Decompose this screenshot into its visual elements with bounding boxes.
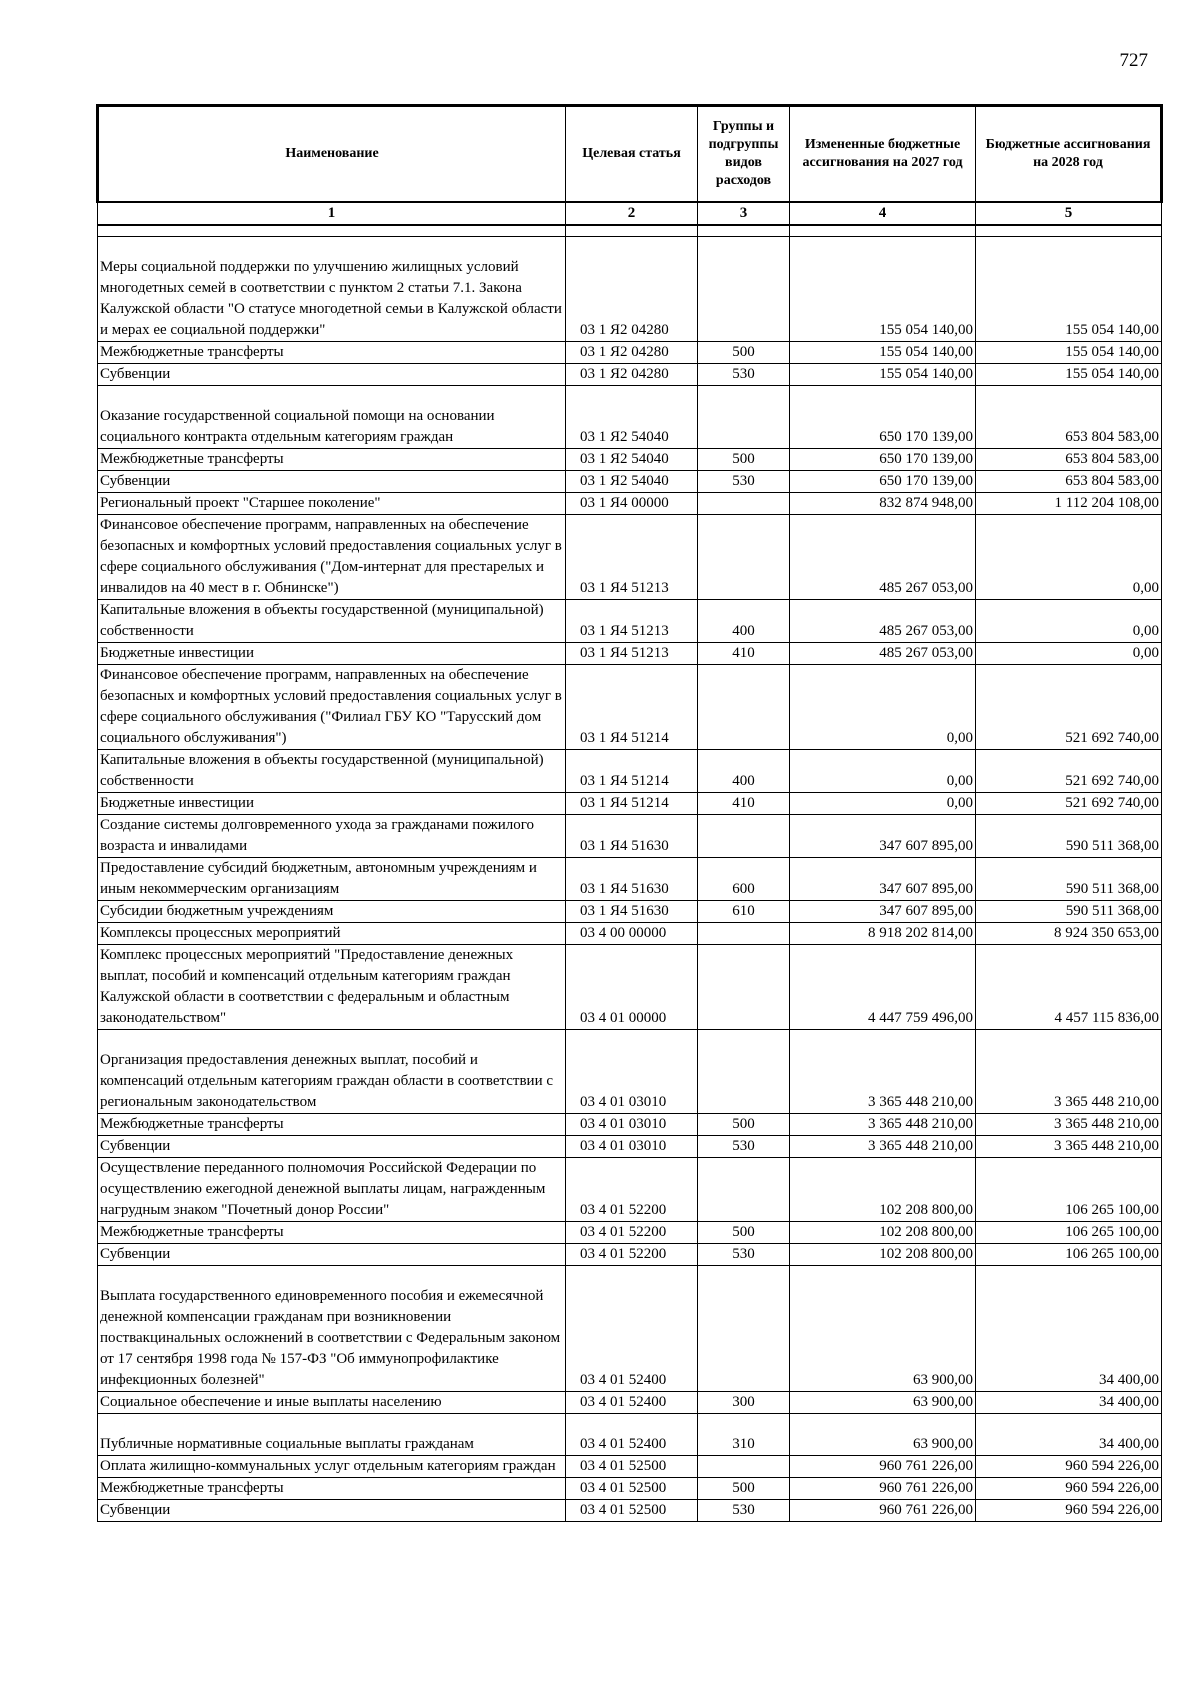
column-number: 3: [698, 202, 790, 225]
row-amount-2027: 102 208 800,00: [790, 1222, 976, 1244]
spacer-row: [98, 225, 1162, 237]
table-row: [98, 923, 1162, 945]
row-amount-2028: 653 804 583,00: [976, 386, 1162, 449]
header-name: Наименование: [98, 106, 566, 203]
row-expense-group: 610: [698, 901, 790, 923]
spacer-cell: [98, 225, 566, 237]
row-amount-2028: 590 511 368,00: [976, 858, 1162, 901]
table-row: [98, 1414, 1162, 1456]
row-amount-2027: 3 365 448 210,00: [790, 1114, 976, 1136]
row-target-article: 03 1 Я4 51630: [566, 901, 698, 923]
table-row: [98, 1114, 1162, 1136]
table-row: [98, 1030, 1162, 1114]
row-amount-2027: 960 761 226,00: [790, 1500, 976, 1522]
spacer-cell: [976, 225, 1162, 237]
row-amount-2027: 960 761 226,00: [790, 1456, 976, 1478]
row-name: Осуществление переданного полномочия Российской Федерации по осуществлению ежегодной денежной выплаты лицам, награжденным нагрудным знаком "Почетный донор России": [98, 1158, 566, 1222]
table-row: [98, 1478, 1162, 1500]
table-row: [98, 515, 1162, 600]
row-amount-2027: 63 900,00: [790, 1266, 976, 1392]
table-row: [98, 665, 1162, 750]
row-amount-2028: 3 365 448 210,00: [976, 1114, 1162, 1136]
table-row: [98, 1392, 1162, 1414]
row-amount-2028: 3 365 448 210,00: [976, 1030, 1162, 1114]
row-amount-2027: 650 170 139,00: [790, 386, 976, 449]
row-amount-2027: 0,00: [790, 665, 976, 750]
row-amount-2028: 653 804 583,00: [976, 449, 1162, 471]
row-name: Капитальные вложения в объекты государственной (муниципальной) собственности: [98, 600, 566, 643]
table-row: [98, 945, 1162, 1030]
row-target-article: 03 1 Я2 04280: [566, 342, 698, 364]
row-target-article: 03 1 Я4 51214: [566, 750, 698, 793]
row-name: Субвенции: [98, 364, 566, 386]
row-expense-group: [698, 1266, 790, 1392]
row-target-article: 03 1 Я4 51630: [566, 815, 698, 858]
row-amount-2027: 0,00: [790, 793, 976, 815]
row-name: Капитальные вложения в объекты государственной (муниципальной) собственности: [98, 750, 566, 793]
table-row: [98, 1456, 1162, 1478]
row-target-article: 03 4 01 52500: [566, 1478, 698, 1500]
row-expense-group: 310: [698, 1414, 790, 1456]
row-expense-group: 500: [698, 449, 790, 471]
row-amount-2027: 485 267 053,00: [790, 643, 976, 665]
row-amount-2028: 0,00: [976, 600, 1162, 643]
row-amount-2028: 3 365 448 210,00: [976, 1136, 1162, 1158]
table-row: [98, 1222, 1162, 1244]
row-expense-group: 530: [698, 471, 790, 493]
table-row: [98, 1244, 1162, 1266]
table-row: [98, 600, 1162, 643]
table-header-row: [98, 106, 1162, 203]
row-name: Межбюджетные трансферты: [98, 1478, 566, 1500]
row-amount-2028: 34 400,00: [976, 1392, 1162, 1414]
row-name: Публичные нормативные социальные выплаты гражданам: [98, 1414, 566, 1456]
row-target-article: 03 1 Я4 00000: [566, 493, 698, 515]
row-name: Межбюджетные трансферты: [98, 342, 566, 364]
row-amount-2027: 63 900,00: [790, 1414, 976, 1456]
row-expense-group: 530: [698, 364, 790, 386]
row-amount-2028: 521 692 740,00: [976, 793, 1162, 815]
row-expense-group: [698, 515, 790, 600]
table-row: [98, 1158, 1162, 1222]
row-expense-group: 600: [698, 858, 790, 901]
page-number: 727: [1119, 50, 1148, 71]
row-name: Бюджетные инвестиции: [98, 793, 566, 815]
row-expense-group: 500: [698, 1222, 790, 1244]
row-amount-2027: 0,00: [790, 750, 976, 793]
row-target-article: 03 1 Я2 54040: [566, 471, 698, 493]
row-expense-group: [698, 945, 790, 1030]
row-amount-2027: 102 208 800,00: [790, 1158, 976, 1222]
row-amount-2028: 521 692 740,00: [976, 750, 1162, 793]
column-number-row: [98, 202, 1162, 225]
table-row: [98, 386, 1162, 449]
row-amount-2027: 650 170 139,00: [790, 449, 976, 471]
budget-table-container: [96, 104, 1160, 1522]
row-target-article: 03 4 01 00000: [566, 945, 698, 1030]
column-number: 5: [976, 202, 1162, 225]
row-name: Финансовое обеспечение программ, направленных на обеспечение безопасных и комфортных условий предоставления социальных услуг в сфере социального обслуживания ("Филиал ГБУ КО "Тарусский дом социального обслуживания"): [98, 665, 566, 750]
table-row: [98, 901, 1162, 923]
row-amount-2027: 485 267 053,00: [790, 515, 976, 600]
row-target-article: 03 4 01 52200: [566, 1244, 698, 1266]
table-row: [98, 858, 1162, 901]
row-expense-group: [698, 1030, 790, 1114]
row-expense-group: 410: [698, 793, 790, 815]
row-name: Организация предоставления денежных выплат, пособий и компенсаций отдельным категориям граждан области в соответствии с региональным законодательством: [98, 1030, 566, 1114]
row-name: Финансовое обеспечение программ, направленных на обеспечение безопасных и комфортных условий предоставления социальных услуг в сфере социального обслуживания ("Дом-интернат для престарелых и инвалидов на 40 мест в г. Обнинске"): [98, 515, 566, 600]
row-amount-2027: 650 170 139,00: [790, 471, 976, 493]
column-number: 4: [790, 202, 976, 225]
row-amount-2028: 4 457 115 836,00: [976, 945, 1162, 1030]
row-amount-2027: 3 365 448 210,00: [790, 1136, 976, 1158]
header-allocations-2027: Измененные бюджетные ассигнования на 2027 год: [790, 106, 976, 203]
row-amount-2028: 1 112 204 108,00: [976, 493, 1162, 515]
row-target-article: 03 4 01 52400: [566, 1266, 698, 1392]
row-expense-group: [698, 815, 790, 858]
row-expense-group: [698, 923, 790, 945]
row-expense-group: 400: [698, 750, 790, 793]
row-expense-group: 500: [698, 342, 790, 364]
row-name: Межбюджетные трансферты: [98, 1114, 566, 1136]
table-row: [98, 793, 1162, 815]
row-amount-2028: 590 511 368,00: [976, 901, 1162, 923]
row-expense-group: 500: [698, 1478, 790, 1500]
row-expense-group: 530: [698, 1244, 790, 1266]
row-name: Субвенции: [98, 471, 566, 493]
row-amount-2027: 347 607 895,00: [790, 858, 976, 901]
row-amount-2028: 653 804 583,00: [976, 471, 1162, 493]
row-amount-2028: 34 400,00: [976, 1266, 1162, 1392]
table-row: [98, 471, 1162, 493]
row-amount-2028: 960 594 226,00: [976, 1500, 1162, 1522]
row-amount-2028: 155 054 140,00: [976, 364, 1162, 386]
row-name: Субсидии бюджетным учреждениям: [98, 901, 566, 923]
row-target-article: 03 1 Я4 51213: [566, 643, 698, 665]
row-expense-group: 400: [698, 600, 790, 643]
row-amount-2027: 347 607 895,00: [790, 815, 976, 858]
row-amount-2027: 8 918 202 814,00: [790, 923, 976, 945]
row-target-article: 03 4 01 52400: [566, 1414, 698, 1456]
row-target-article: 03 1 Я2 04280: [566, 237, 698, 342]
row-target-article: 03 4 01 52400: [566, 1392, 698, 1414]
row-name: Выплата государственного единовременного пособия и ежемесячной денежной компенсации гражданам при возникновении поствакцинальных осложнений в соответствии с Федеральным законом от 17 сентября 1998 года № 157-ФЗ "Об иммунопрофилактике инфекционных болезней": [98, 1266, 566, 1392]
column-number: 1: [98, 202, 566, 225]
row-name: Комплекс процессных мероприятий "Предоставление денежных выплат, пособий и компенсаций отдельным категориям граждан Калужской области в соответствии с федеральным и областным законодательством": [98, 945, 566, 1030]
table-row: [98, 750, 1162, 793]
table-row: [98, 1500, 1162, 1522]
row-amount-2028: 106 265 100,00: [976, 1222, 1162, 1244]
row-amount-2027: 63 900,00: [790, 1392, 976, 1414]
row-amount-2027: 4 447 759 496,00: [790, 945, 976, 1030]
row-target-article: 03 4 01 03010: [566, 1114, 698, 1136]
row-target-article: 03 4 01 03010: [566, 1030, 698, 1114]
row-name: Межбюджетные трансферты: [98, 449, 566, 471]
table-row: [98, 364, 1162, 386]
row-expense-group: 530: [698, 1136, 790, 1158]
spacer-cell: [566, 225, 698, 237]
row-expense-group: 300: [698, 1392, 790, 1414]
row-amount-2028: 0,00: [976, 643, 1162, 665]
row-amount-2028: 106 265 100,00: [976, 1244, 1162, 1266]
row-amount-2027: 347 607 895,00: [790, 901, 976, 923]
row-expense-group: [698, 665, 790, 750]
row-amount-2028: 0,00: [976, 515, 1162, 600]
row-name: Меры социальной поддержки по улучшению жилищных условий многодетных семей в соответствии с пунктом 2 статьи 7.1. Закона Калужской области "О статусе многодетной семьи в Калужской области и мерах ее социальной поддержки": [98, 237, 566, 342]
table-row: [98, 1136, 1162, 1158]
row-target-article: 03 4 01 52500: [566, 1500, 698, 1522]
row-amount-2028: 521 692 740,00: [976, 665, 1162, 750]
table-body: [98, 237, 1162, 1522]
row-amount-2028: 590 511 368,00: [976, 815, 1162, 858]
row-expense-group: 530: [698, 1500, 790, 1522]
row-target-article: 03 4 01 52200: [566, 1222, 698, 1244]
row-expense-group: [698, 237, 790, 342]
row-amount-2028: 155 054 140,00: [976, 342, 1162, 364]
row-target-article: 03 1 Я2 54040: [566, 449, 698, 471]
row-expense-group: [698, 1456, 790, 1478]
spacer-cell: [790, 225, 976, 237]
row-amount-2027: 155 054 140,00: [790, 364, 976, 386]
row-expense-group: [698, 1158, 790, 1222]
row-amount-2028: 8 924 350 653,00: [976, 923, 1162, 945]
row-name: Создание системы долговременного ухода за гражданами пожилого возраста и инвалидами: [98, 815, 566, 858]
row-target-article: 03 4 01 52200: [566, 1158, 698, 1222]
row-target-article: 03 1 Я2 54040: [566, 386, 698, 449]
row-amount-2027: 155 054 140,00: [790, 237, 976, 342]
row-name: Субвенции: [98, 1136, 566, 1158]
table-row: [98, 342, 1162, 364]
row-expense-group: 500: [698, 1114, 790, 1136]
row-amount-2028: 34 400,00: [976, 1414, 1162, 1456]
row-amount-2028: 155 054 140,00: [976, 237, 1162, 342]
table-row: [98, 449, 1162, 471]
table-row: [98, 493, 1162, 515]
row-target-article: 03 4 01 52500: [566, 1456, 698, 1478]
row-name: Оплата жилищно-коммунальных услуг отдельным категориям граждан: [98, 1456, 566, 1478]
row-amount-2027: 155 054 140,00: [790, 342, 976, 364]
row-amount-2027: 102 208 800,00: [790, 1244, 976, 1266]
table-row: [98, 643, 1162, 665]
row-target-article: 03 4 00 00000: [566, 923, 698, 945]
row-amount-2027: 3 365 448 210,00: [790, 1030, 976, 1114]
spacer-cell: [698, 225, 790, 237]
row-name: Социальное обеспечение и иные выплаты населению: [98, 1392, 566, 1414]
row-amount-2028: 106 265 100,00: [976, 1158, 1162, 1222]
row-target-article: 03 1 Я2 04280: [566, 364, 698, 386]
row-name: Региональный проект "Старшее поколение": [98, 493, 566, 515]
row-amount-2027: 960 761 226,00: [790, 1478, 976, 1500]
row-name: Бюджетные инвестиции: [98, 643, 566, 665]
row-target-article: 03 4 01 03010: [566, 1136, 698, 1158]
row-target-article: 03 1 Я4 51213: [566, 600, 698, 643]
row-target-article: 03 1 Я4 51214: [566, 665, 698, 750]
header-target-article: Целевая статья: [566, 106, 698, 203]
budget-table: [96, 104, 1163, 1522]
row-name: Субвенции: [98, 1244, 566, 1266]
table-row: [98, 815, 1162, 858]
row-expense-group: 410: [698, 643, 790, 665]
header-allocations-2028: Бюджетные ассигнования на 2028 год: [976, 106, 1162, 203]
row-amount-2027: 485 267 053,00: [790, 600, 976, 643]
row-amount-2028: 960 594 226,00: [976, 1478, 1162, 1500]
row-target-article: 03 1 Я4 51214: [566, 793, 698, 815]
header-expense-groups: Группы и подгруппы видов расходов: [698, 106, 790, 203]
row-expense-group: [698, 386, 790, 449]
table-row: [98, 237, 1162, 342]
row-target-article: 03 1 Я4 51213: [566, 515, 698, 600]
row-name: Предоставление субсидий бюджетным, автономным учреждениям и иным некоммерческим организациям: [98, 858, 566, 901]
row-name: Межбюджетные трансферты: [98, 1222, 566, 1244]
row-expense-group: [698, 493, 790, 515]
row-amount-2027: 832 874 948,00: [790, 493, 976, 515]
row-name: Субвенции: [98, 1500, 566, 1522]
row-name: Комплексы процессных мероприятий: [98, 923, 566, 945]
table-row: [98, 1266, 1162, 1392]
row-target-article: 03 1 Я4 51630: [566, 858, 698, 901]
column-number: 2: [566, 202, 698, 225]
row-amount-2028: 960 594 226,00: [976, 1456, 1162, 1478]
row-name: Оказание государственной социальной помощи на основании социального контракта отдельным категориям граждан: [98, 386, 566, 449]
